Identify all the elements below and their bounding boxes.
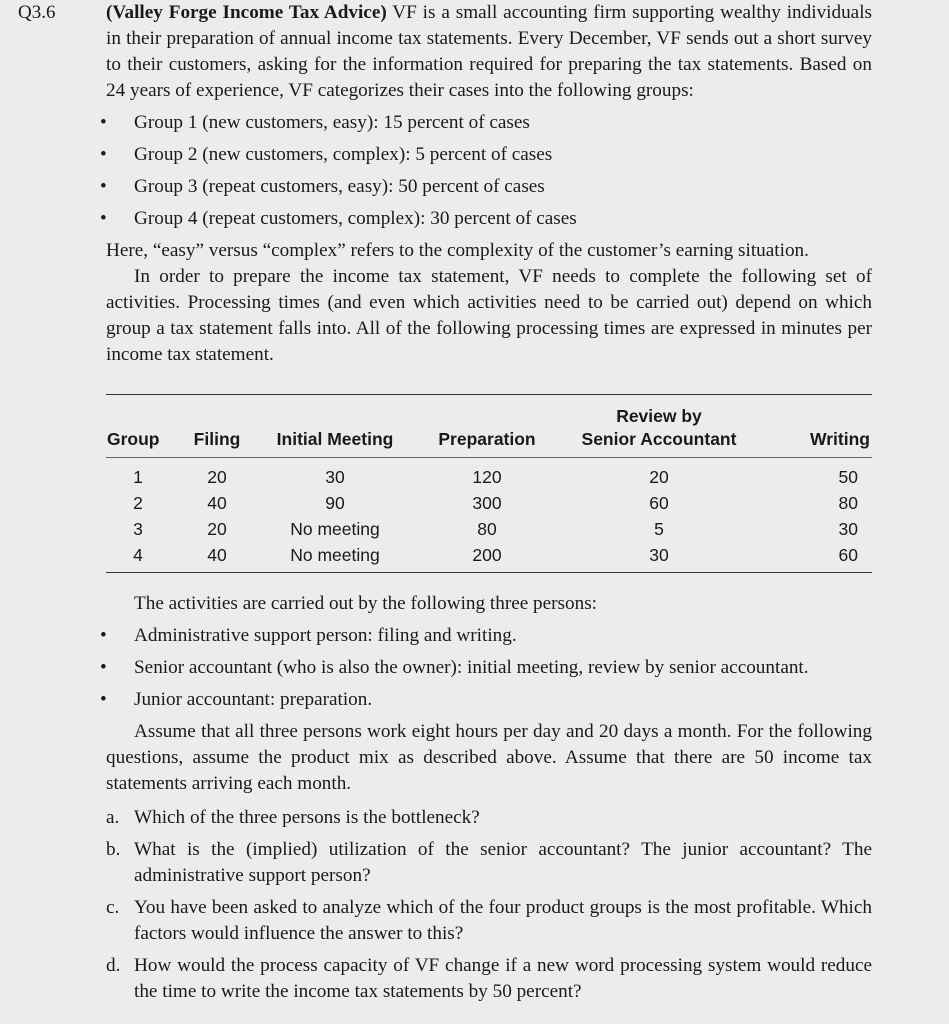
assumption-paragraph: Assume that all three persons work eight hours per day and 20 days a month. For the following questions, assume the product mix as described above. Assume that there are 50 income tax statements arriving each month. — [106, 721, 872, 794]
list-item — [106, 895, 872, 947]
question-text: What is the (implied) utilization of the senior accountant? The junior accountant? The administrative support person? — [134, 839, 872, 886]
header-review — [568, 395, 750, 458]
question-text: How would the process capacity of VF change if a new word processing system would reduce the time to write the income tax statements by 50 percent? — [134, 955, 872, 1002]
list-item — [106, 805, 872, 831]
list-item — [100, 110, 872, 136]
cell-initial-meeting: 90 — [325, 493, 345, 513]
question-label: c. — [106, 897, 120, 918]
list-item — [106, 837, 872, 889]
header-writing: Writing — [810, 429, 870, 449]
bullet-icon: • — [100, 625, 107, 646]
cell-initial-meeting: No meeting — [290, 545, 380, 565]
bullet-icon: • — [100, 689, 107, 710]
question-body — [100, 0, 872, 1011]
header-preparation-label: Preparation — [438, 429, 536, 449]
cell-writing: 80 — [838, 493, 858, 513]
question-text: Which of the three persons is the bottleneck? — [134, 807, 480, 828]
cell-filing: 20 — [207, 519, 227, 539]
header-group: Group — [107, 429, 160, 449]
persons-intro: The activities are carried out by the following three persons: — [134, 593, 598, 614]
cell-group: 4 — [133, 545, 143, 565]
question-label: b. — [106, 839, 121, 860]
cell-review: 5 — [654, 519, 664, 539]
bullet-icon: • — [100, 657, 107, 678]
list-item — [100, 206, 872, 232]
cell-review: 60 — [649, 493, 669, 513]
header-initial-meeting: Initial Meeting — [276, 429, 394, 449]
question-text: You have been asked to analyze which of the four product groups is the most profitable. Which factors would influence the answer to this? — [134, 897, 872, 944]
cell-review: 20 — [649, 467, 669, 487]
cell-initial-meeting: No meeting — [290, 519, 380, 539]
group-item-text: Group 2 (new customers, complex): 5 percent of cases — [134, 144, 553, 165]
bullet-icon: • — [100, 208, 107, 229]
activities-paragraph: In order to prepare the income tax statement, VF needs to complete the following set of activities. Processing times (and even which activities need to be carried out) depend on which group a tax statement falls into. All of the following processing times are expressed in minutes per income tax statement. — [106, 266, 872, 365]
bullet-icon: • — [100, 112, 107, 133]
list-item — [100, 655, 872, 681]
intro-text: VF is a small accounting firm supporting wealthy individuals in their preparation of annual income tax statements. Every December, VF sends out a short survey to their customers, asking for the information required for preparing the tax statements. Based on 24 years of experience, VF categorizes their cases into the following groups: — [106, 2, 872, 101]
cell-group: 1 — [133, 467, 143, 487]
question-label: d. — [106, 955, 121, 976]
header-review-line2: Senior Accountant — [581, 429, 737, 449]
cell-writing: 30 — [838, 519, 858, 539]
table-row — [106, 458, 872, 491]
intro-paragraph — [106, 0, 872, 104]
person-item-text: Administrative support person: filing and writing. — [134, 625, 517, 646]
person-item-text: Junior accountant: preparation. — [134, 689, 373, 710]
table-row — [106, 490, 872, 516]
list-item — [100, 687, 872, 713]
header-review-line1: Review by — [616, 406, 702, 426]
group-item-text: Group 1 (new customers, easy): 15 percent of cases — [134, 112, 530, 133]
group-item-text: Group 3 (repeat customers, easy): 50 percent of cases — [134, 176, 545, 197]
easy-complex-paragraph: Here, “easy” versus “complex” refers to the complexity of the customer’s earning situation. — [106, 240, 809, 261]
group-list — [100, 110, 872, 232]
list-item — [100, 623, 872, 649]
cell-preparation: 300 — [472, 493, 502, 513]
cell-preparation: 200 — [472, 545, 502, 565]
bullet-icon: • — [100, 144, 107, 165]
list-item — [100, 142, 872, 168]
cell-preparation: 80 — [477, 519, 497, 539]
person-item-text: Senior accountant (who is also the owner): initial meeting, review by senior accountant. — [134, 657, 809, 678]
bullet-icon: • — [100, 176, 107, 197]
processing-times-table — [106, 394, 872, 573]
cell-preparation: 120 — [472, 467, 502, 487]
persons-list — [100, 623, 872, 713]
table-row — [106, 542, 872, 568]
table-row — [106, 516, 872, 542]
cell-group: 3 — [133, 519, 143, 539]
question-number: Q3.6 — [18, 2, 56, 23]
question-list — [106, 805, 872, 1005]
group-item-text: Group 4 (repeat customers, complex): 30 percent of cases — [134, 208, 577, 229]
cell-filing: 40 — [207, 493, 227, 513]
cell-filing: 20 — [207, 467, 227, 487]
list-item — [106, 953, 872, 1005]
table-header-row — [106, 395, 872, 458]
header-filing: Filing — [193, 429, 241, 449]
list-item — [100, 174, 872, 200]
case-title: (Valley Forge Income Tax Advice) — [106, 2, 387, 23]
cell-writing: 50 — [838, 467, 858, 487]
cell-review: 30 — [649, 545, 669, 565]
cell-initial-meeting: 30 — [325, 467, 345, 487]
header-preparation — [406, 395, 568, 458]
cell-writing: 60 — [838, 545, 858, 565]
cell-group: 2 — [133, 493, 143, 513]
cell-filing: 40 — [207, 545, 227, 565]
question-label: a. — [106, 807, 120, 828]
